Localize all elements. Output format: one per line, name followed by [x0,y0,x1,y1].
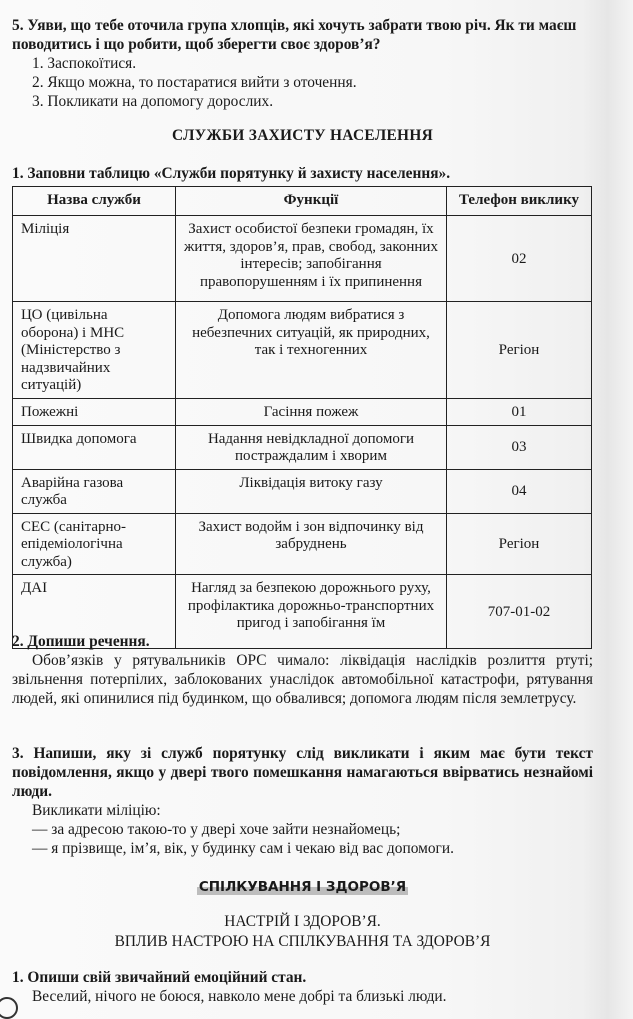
task-5 [12,16,593,111]
task-5-question [12,16,593,54]
service-function: Гасіння пожеж [176,398,447,425]
service-function: Захист водойм і зон відпочинку від забруднень [176,513,447,575]
service-name: Пожежні [13,398,176,425]
service-phone: 04 [447,469,592,513]
task-1-instruction [12,164,593,183]
task-2-answer: Обов’язків у рятувальників ОРС чимало: ліквідація наслідків розлиття ртуті; звільнення потерпілих, заблокованих унаслідок автомобільної катастрофи, рятування людей, які опинилися під будинком, що обвалився; допомога людям після землетрусу. [12,652,593,707]
service-name: Швидка допомога [13,425,176,469]
page-number-circle-icon [0,997,18,1019]
task-number: 1. [12,969,24,986]
task-text: Заповни таблицю «Служби порятунку й захисту населення». [27,165,451,182]
service-phone: 03 [447,425,592,469]
task-mood-1 [12,968,593,1006]
task-number: 3. [12,745,24,762]
task-text: Опиши свій звичайний емоційний стан. [27,969,307,986]
header-service-name: Назва служби [13,187,176,216]
service-name: ДАІ [13,575,176,649]
task-text: Допиши речення. [27,633,150,650]
table-row [13,425,592,469]
service-name: ЦО (цивільна оборона) і МНС (Міністерство з надзвичайних ситуацій) [13,302,176,399]
task-2-instruction [12,632,593,651]
service-function: Захист особистої безпеки громадян, їх життя, здоров’я, прав, свобод, законних інтересів; запобігання правопорушенням і їх припинення [176,216,447,302]
service-phone: Регіон [447,302,592,399]
service-function: Допомога людям вибратися з небезпечних ситуацій, як природних, так і техногенних [176,302,447,399]
title-line-2: ВПЛИВ НАСТРОЮ НА СПІЛКУВАННЯ ТА ЗДОРОВ’Я [114,933,491,950]
table-header-row [13,187,592,216]
service-function: Ліквідація витоку газу [176,469,447,513]
service-name: Міліція [13,216,176,302]
service-phone: 01 [447,398,592,425]
section-title-protection-services: СЛУЖБИ ЗАХИСТУ НАСЕЛЕННЯ [171,127,434,144]
task-3-answer-line-1: — я прізвище, ім’я, вік, у будинку сам і чекаю від вас допомоги. [32,840,454,857]
task-2 [12,632,593,708]
task-number: 1. [12,165,24,182]
table-row [13,513,592,575]
task-3 [12,744,593,858]
task-number: 5. [12,17,24,34]
section-title-mood-health [12,912,593,952]
table-row [13,216,592,302]
table-row [13,469,592,513]
section-title-communication-health: СПІЛКУВАННЯ І ЗДОРОВ’Я [198,879,407,895]
services-table [12,186,592,649]
service-name: СЕС (санітарно-епідеміологічна служба) [13,513,176,575]
service-function: Нагляд за безпекою дорожнього руху, профілактика дорожньо-транспортних пригод і запобігання їм [176,575,447,649]
task-3-instruction [12,744,593,801]
header-phone: Телефон виклику [447,187,592,216]
service-function: Надання невідкладної допомоги постраждалим і хворим [176,425,447,469]
task-number: 2. [12,633,24,650]
service-phone: 02 [447,216,592,302]
answer-1: 2. Якщо можна, то постаратися вийти з оточення. [32,74,357,91]
table-row [13,302,592,399]
task-text: Напиши, яку зі служб порятунку слід викликати і яким має бути текст повідомлення, якщо у двері твого помешкання намагаються ввірватись незнайомі люди. [12,745,593,800]
service-phone: 707-01-02 [447,575,592,649]
table-row [13,398,592,425]
task-mood-1-instruction [12,968,593,987]
task-mood-1-answer: Веселий, нічого не боюся, навколо мене добрі та близькі люди. [32,988,447,1005]
task-text: Уяви, що тебе оточила група хлопців, які хочуть забрати твою річ. Як ти маєш поводитись і що робити, щоб зберегти своє здоров’я? [12,17,577,53]
answer-0: 1. Заспокоїтися. [32,55,137,72]
header-functions: Функції [176,187,447,216]
task-3-answer-intro: Викликати міліцію: [32,802,161,819]
task-3-answer-line-0: — за адресою такою-то у двері хоче зайти незнайомець; [32,821,401,838]
service-name: Аварійна газова служба [13,469,176,513]
answer-2: 3. Покликати на допомогу дорослих. [32,93,274,110]
title-line-1: НАСТРІЙ І ЗДОРОВ’Я. [224,913,381,930]
service-phone: Регіон [447,513,592,575]
